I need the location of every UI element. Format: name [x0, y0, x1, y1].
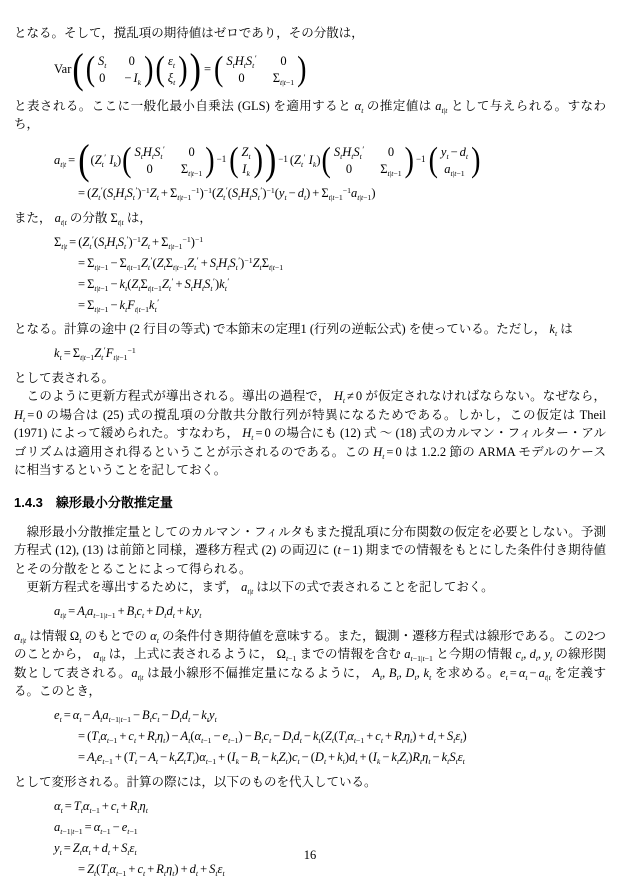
eq-substitutions-line: $a_{t-1|t-1} = \alpha_{t-1} - e_{t-1}$: [54, 819, 138, 836]
eq-kalman-gain: [54, 344, 606, 364]
para-lmv-intro: 線形最小分散推定量としてのカルマン・フィルタもまた撹乱項に分布関数の仮定を必要としない。予測方程式 (12), (13) は前節と同様，遷移方程式 (2) の両辺に (t − 1) 期までの情報をもとにした条件付き期待値とその分散をとることによって得られる。: [14, 524, 606, 576]
eq-att-linear-line: $a_{t|t} = A_ta_{t-1|t-1} + B_tc_t + D_td_t + k_ty_t$: [54, 604, 202, 621]
para-update-derivation-intro: 更新方程式を導出するために，まず， $a_{t|t}$ は以下の式で表されることを記しておく。: [14, 580, 494, 597]
eq-error-expansion-line: = $A_te_{t-1} + (T_t - A_t - k_tZ_tT_t)\alpha_{t-1} + (I_k - B_t - k_tZ_t)c_t - (D_t + k_t)d_t + (I_k - k_tZ_t)R_t\eta_t - k_tS_t\varepsilon_t$: [78, 750, 465, 767]
eq-substitutions-line: = $Z_t(T_t\alpha_{t-1} + c_t + R_t\eta_t) + d_t + S_t\varepsilon_t$: [78, 861, 225, 877]
document-body: [14, 24, 606, 877]
matrix: ( $y_t - d_t$ $a_{t|t-1}$ ): [428, 140, 481, 180]
eq-att-linear: [54, 602, 606, 622]
matrix: ( $S_t$ 0 0 − $I_k$ ): [85, 49, 154, 89]
big-paren: ): [264, 136, 277, 183]
para-linear-function: $a_{t|t}$ は情報 $\Omega_t$ のもとでの $\alpha_t$ の条件付き期待値を意味する。また，観測・遷移方程式は線形である。この2つのことから， $a_{t|t}$ は，上式に表されるように， $\Omega_{t-1}$ までの情報を含む $a_{t-1|t-1}$ と今期の情報 $c_t$, $d_t$, $y_t$ の線形関数として表される。$a_{t|t}$ は最小線形不偏推定量になるように， $A_t$, $B_t$, $D_t$, $k_t$ を求める。$e_t = \alpha_t - a_{t|t}$ を定義する。このとき，: [14, 628, 606, 698]
matrix: ( $Z_t$ $I_k$ ): [229, 140, 263, 180]
eq-filtered-variance: [54, 232, 606, 315]
eq-kalman-gain-line: $k_t = \Sigma_{t|t-1}Z_t'F_{t|t-1}^{-1}$: [54, 345, 136, 363]
eq-filtered-variance-line: = $\Sigma_{t|t-1} - k_t(Z_t\Sigma_{t|t-1}Z_t' + S_tH_tS_t')k_t'$: [78, 275, 230, 293]
eq-error-expansion-line: $e_t = \alpha_t - A_ta_{t-1|t-1} - B_tc_t - D_td_t - k_ty_t$: [54, 708, 217, 725]
heading-1-4-3: 1.4.3 線形最小分散推定量: [14, 494, 173, 510]
eq-filtered-estimate-line: $a_{t|t}$ = ( ($Z_t'$ $I_k$) ( $S_tH_tS_t'$ 0 0 $\Sigma_{t|t-1}$ ) $^{-1}$ ( $Z_t$ $I_k$ ) ) $^{-1}$ ($Z_t'$ $I_k$) ( $S_tH_tS_t'$ 0 0 $\Sigma_{t|t-1}$ ) $^{-1}$ ( $y_t - d_t$ $a_{t|t-1}$ ): [54, 139, 606, 183]
eq-substitutions-line: $y_t = Z_t\alpha_t + d_t + S_t\varepsilon_t$: [54, 840, 137, 857]
para-matrix-inversion-note: となる。計算の途中 (2 行目の等式) で本節末の定理1 (行列の逆転公式) を使っている。ただし， $k_t$ は: [14, 322, 573, 339]
eq-substitutions: [54, 796, 606, 877]
big-paren: (: [78, 136, 90, 183]
eq-filtered-estimate: [54, 136, 606, 204]
eq-variance-block: [54, 45, 606, 92]
eq-filtered-variance-line: = $\Sigma_{t|t-1} - \Sigma_{t|t-1}Z_t'(Z_t\Sigma_{t|t-1}Z_t' + S_tH_tS_t')^{-1}Z_t\Sigma_{t|t-1}$: [78, 254, 284, 272]
eq-error-expansion: [54, 706, 606, 768]
para-ht-assumption: このように更新方程式が導出される。導出の過程で， $H_t \ne 0$ が仮定されなければならない。なぜなら， $H_t = 0$ の場合は (25) 式の撹乱項の分散共分散行列が特異になるためである。しかし，この仮定は Theil (1971) によって緩められた。すなわち， $H_t = 0$ の場合にも (12) 式 〜 (18) 式のカルマン・フィルター・アルゴリズムは適用され得るということが示されるのである。この $H_t = 0$ は 1.2.2 節の ARMA モデルのケースに相当するということを記しておく。: [14, 389, 607, 477]
eq-filtered-variance-line: $\Sigma_{t|t} = (Z_t'(S_tH_tS_t')^{-1}Z_t + \Sigma_{t|t-1}^{-1})^{-1}$: [54, 233, 204, 251]
matrix: ( $S_tH_tS_t'$ 0 0 $\Sigma_{t|t-1}$ ): [321, 140, 414, 180]
para-filtered-variance-intro: また， $a_{t|t}$ の分散 $\Sigma_{t|t}$ は，: [14, 210, 152, 227]
para-substitutions-intro: として変形される。計算の際には，以下のものを代入している。: [14, 774, 377, 789]
big-paren: ): [189, 45, 201, 92]
page-number: 16: [303, 848, 317, 862]
matrix: ( $S_tH_tS_t'$ 0 0 $\Sigma_{t|t-1}$ ): [122, 140, 215, 180]
para-expressed-as: として表される。: [14, 370, 115, 385]
para-disturbance-variance: となる。そして，撹乱項の期待値はゼロであり，その分散は，: [14, 26, 364, 40]
eq-error-expansion-line: = $(T_t\alpha_{t-1} + c_t + R_t\eta_t) - A_t(\alpha_{t-1} - e_{t-1}) - B_tc_t - D_td_t - k_t(Z_t(T_t\alpha_{t-1} + c_t + R_t\eta_t) + d_t + S_t\varepsilon_t)$: [78, 729, 467, 746]
eq-variance-block-line: Var ( ( $S_t$ 0 0 − $I_k$ ) ( $\varepsilon_t$ $\xi_t$ ) ) = ( $S_tH_tS_t'$ 0 0 $\Sigma_{t|t-1}$ ): [54, 48, 606, 92]
eq-filtered-variance-line: = $\Sigma_{t|t-1} - k_tF_{t|t-1}k_t'$: [78, 296, 160, 314]
big-paren: (: [72, 45, 84, 92]
eq-filtered-estimate-line: = $(Z_t'(S_tH_tS_t')^{-1}Z_t + \Sigma_{t|t-1}^{-1})^{-1}(Z_t'(S_tH_tS_t')^{-1}(y_t - d_t) + \Sigma_{t|t-1}^{-1}a_{t|t-1})$: [78, 185, 376, 203]
matrix: ( $\varepsilon_t$ $\xi_t$ ): [155, 49, 188, 89]
matrix: ( $S_tH_tS_t'$ 0 0 $\Sigma_{t|t-1}$ ): [214, 49, 307, 89]
para-gls-application: と表される。ここに一般化最小自乗法 (GLS) を適用すると $\alpha_t$ の推定値は $a_{t|t}$ として与えられる。すなわち，: [14, 98, 606, 131]
eq-substitutions-line: $\alpha_t = T_t\alpha_{t-1} + c_t + R_t\eta_t$: [54, 798, 148, 815]
